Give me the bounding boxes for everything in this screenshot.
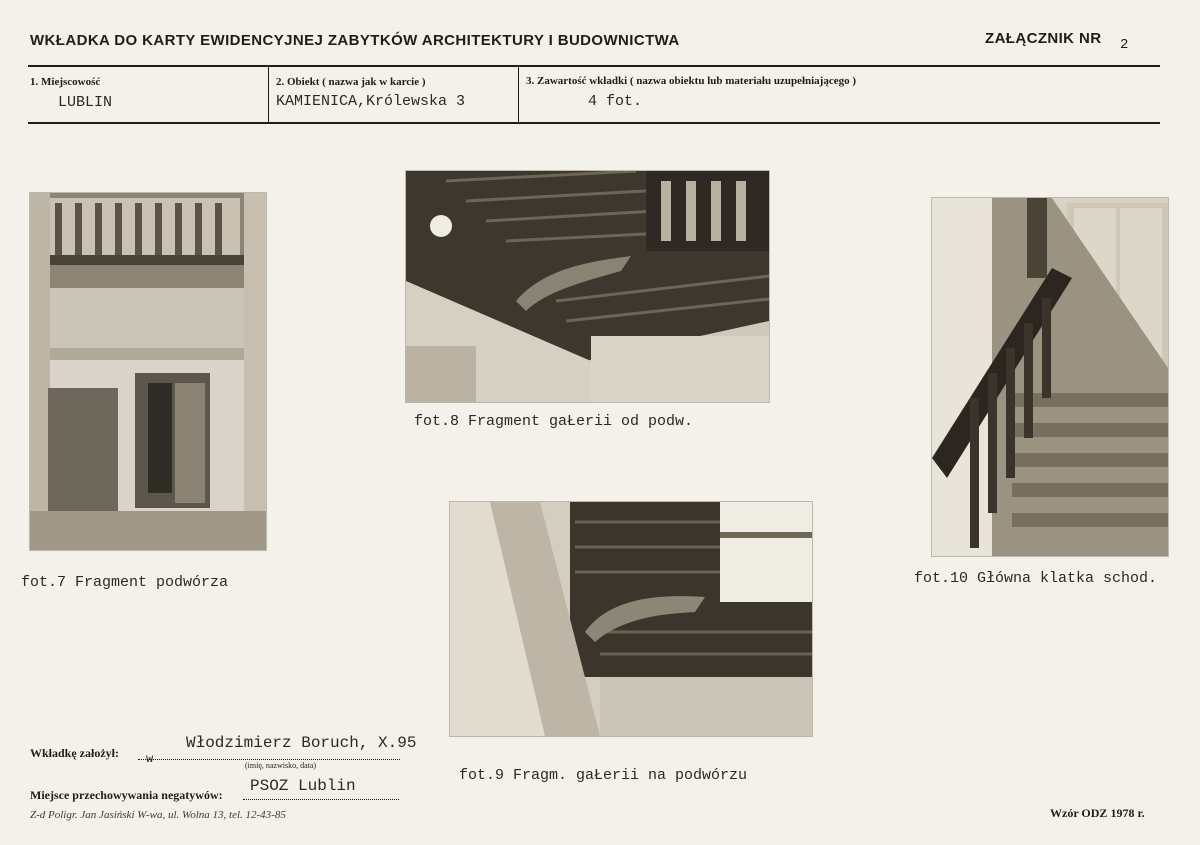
caption-photo-7: fot.7 Fragment podwórza xyxy=(21,574,229,591)
created-by-value: Włodzimierz Boruch, X.95 xyxy=(186,734,417,752)
created-by-note: (imię, nazwisko, data) xyxy=(245,761,317,770)
object-value: KAMIENICA,Królewska 3 xyxy=(276,93,466,110)
negatives-value: PSOZ Lublin xyxy=(250,777,356,795)
caption-photo-9: fot.9 Fragm. gaŁerii na podwórzu xyxy=(459,767,748,784)
field-divider-2 xyxy=(518,67,519,124)
created-by-marker: w xyxy=(146,752,154,766)
caption-photo-8: fot.8 Fragment gaŁerii od podw. xyxy=(414,413,694,430)
form-pattern: Wzór ODZ 1978 r. xyxy=(1050,806,1145,820)
attachment-number: 2 xyxy=(1120,37,1129,53)
caption-photo-10: fot.10 Główna klatka schod. xyxy=(914,570,1158,587)
negatives-label: Miejsce przechowywania negatywów: xyxy=(30,788,223,802)
header-bottom-rule xyxy=(28,122,1160,124)
attachment-label: ZAŁĄCZNIK NR xyxy=(985,30,1102,47)
locality-value: LUBLIN xyxy=(58,94,113,111)
printer-imprint: Z-d Poligr. Jan Jasiński W-wa, ul. Wolna 13, tel. 12-43-85 xyxy=(30,809,286,821)
form-title: WKŁADKA DO KARTY EWIDENCYJNEJ ZABYTKÓW ARCHITEKTURY I BUDOWNICTWA xyxy=(30,32,680,49)
contents-value: 4 fot. xyxy=(588,93,643,110)
photo-courtyard-fragment xyxy=(30,193,266,550)
created-by-line xyxy=(138,759,400,760)
photo-gallery-from-courtyard xyxy=(406,171,769,402)
header-top-rule xyxy=(28,65,1160,67)
created-by-label: Wkładkę założył: xyxy=(30,746,119,760)
photo-main-staircase xyxy=(932,198,1168,556)
photo-gallery-in-courtyard xyxy=(450,502,812,736)
object-label: 2. Obiekt ( nazwa jak w karcie ) xyxy=(276,76,426,88)
field-divider-1 xyxy=(268,67,269,124)
contents-label: 3. Zawartość wkładki ( nazwa obiektu lub materiału uzupełniającego ) xyxy=(526,75,857,87)
locality-label: 1. Miejscowość xyxy=(30,76,101,88)
negatives-line xyxy=(243,799,399,800)
